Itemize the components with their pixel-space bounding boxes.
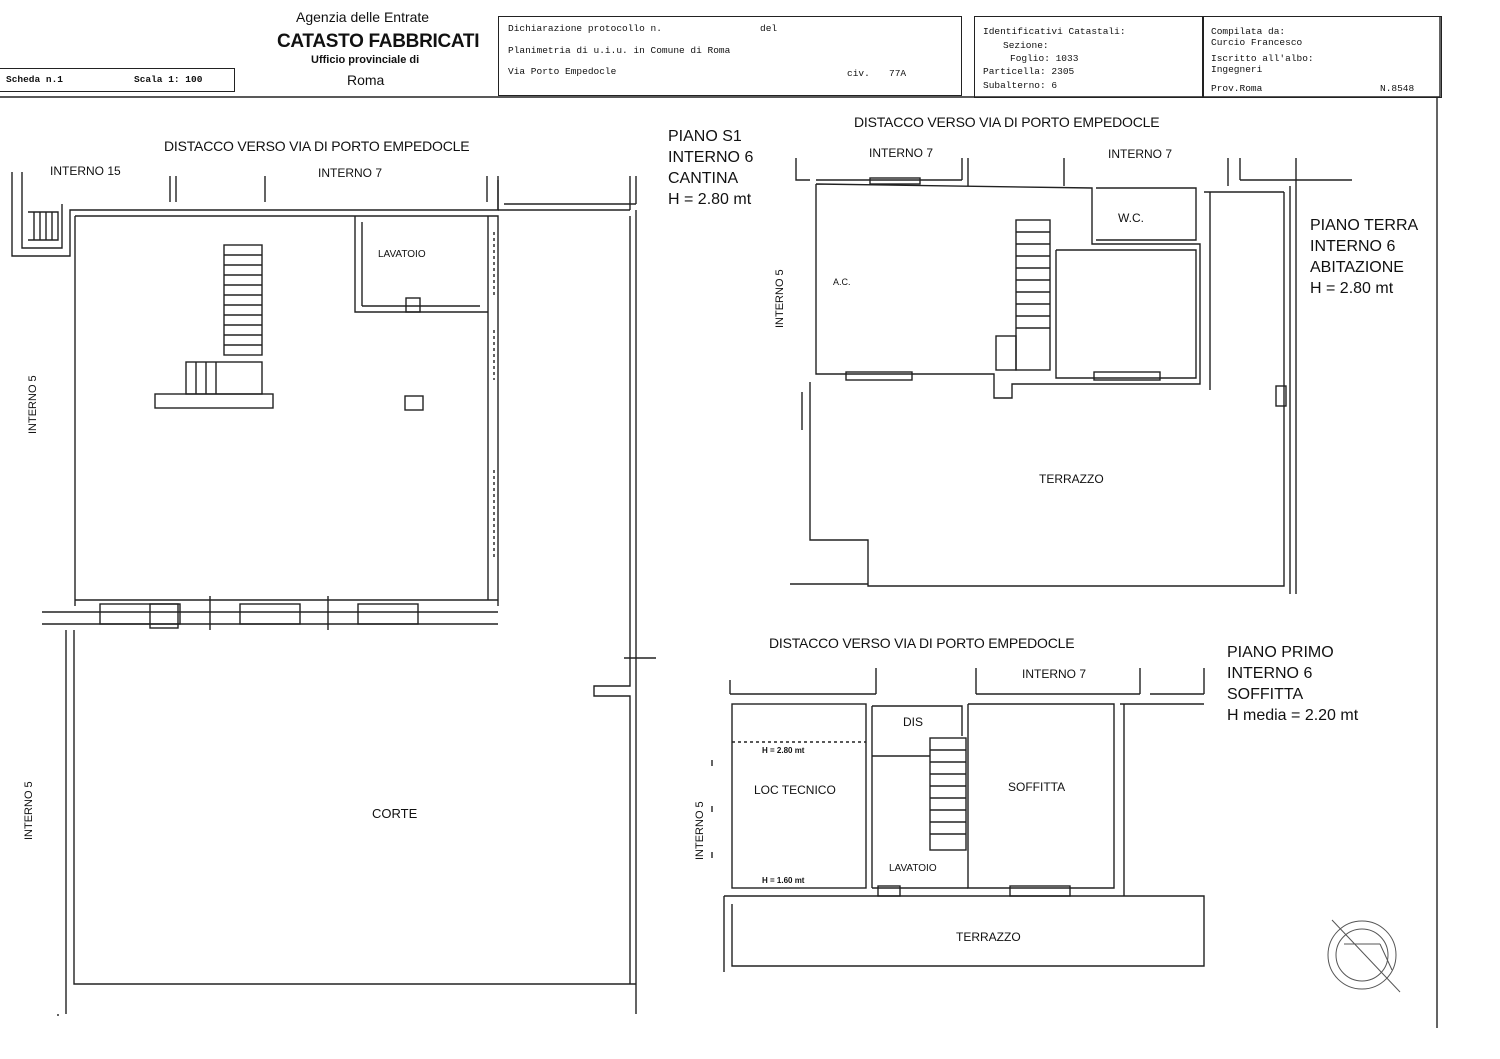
planimetria-label: Planimetria di u.i.u. in Comune di Roma [508,45,731,56]
north-arrow [1328,920,1400,992]
plan-s1-interno15: INTERNO 15 [50,164,121,178]
plan-primo-height: H media = 2.20 mt [1227,707,1359,724]
compilatore-name: Curcio Francesco [1211,37,1303,48]
plan-primo-interno: INTERNO 6 [1227,665,1313,682]
plan-terra-interno7-right: INTERNO 7 [1108,147,1173,161]
sezione: Sezione: [1003,40,1049,51]
del-label: del [760,23,778,34]
numero-albo: N.8548 [1380,83,1415,94]
provincia: Prov.Roma [1211,83,1263,94]
plan-s1-walls [12,172,656,1014]
compilata-label: Compilata da: [1211,26,1286,37]
ufficio-city: Roma [347,72,385,88]
plan-s1-floor: PIANO S1 [668,128,742,145]
plan-s1-use: CANTINA [668,170,739,187]
plan-primo-use: SOFFITTA [1227,686,1304,703]
agency-name: Agenzia delle Entrate [296,9,430,25]
plan-primo-terrazzo: TERRAZZO [956,930,1021,944]
plan-s1-interno7: INTERNO 7 [318,166,383,180]
plan-s1-heading: DISTACCO VERSO VIA DI PORTO EMPEDOCLE [164,138,470,154]
civ-label: civ. [847,68,870,79]
plan-terra-use: ABITAZIONE [1310,259,1404,276]
plan-primo-loc-tecnico: LOC TECNICO [754,783,836,797]
plan-terra-terrazzo: TERRAZZO [1039,472,1104,486]
foglio: Foglio: 1033 [1010,53,1079,64]
albo: Ingegneri [1211,64,1263,75]
plan-s1-info [668,126,753,210]
plan-primo-heading: DISTACCO VERSO VIA DI PORTO EMPEDOCLE [769,635,1075,651]
plan-s1-corte: CORTE [372,806,418,821]
address: Via Porto Empedocle [508,66,617,77]
plan-primo-interno5: INTERNO 5 [694,801,706,860]
iscritto-label: Iscritto all'albo: [1211,53,1314,64]
plan-s1-interno5-bottom: INTERNO 5 [23,781,35,840]
plan-terra-walls [790,158,1352,594]
plan-s1-interno: INTERNO 6 [668,149,754,166]
plan-primo-lavatoio: LAVATOIO [889,863,937,874]
plan-primo-interno7: INTERNO 7 [1022,667,1087,681]
plan-terra-interno: INTERNO 6 [1310,238,1396,255]
dichiarazione-label: Dichiarazione protocollo n. [508,23,662,34]
plan-s1-interno5-top: INTERNO 5 [27,375,39,434]
ufficio-label: Ufficio provinciale di [311,54,420,66]
plan-terra-info [1310,215,1418,299]
scheda-number: Scheda n.1 [6,74,64,85]
plan-primo-walls [712,668,1204,972]
plan-primo-h-top: H = 2.80 mt [762,746,805,755]
plan-primo-floor: PIANO PRIMO [1227,644,1334,661]
plan-terra-ac: A.C. [833,277,851,287]
identificativi-label: Identificativi Catastali: [983,26,1126,37]
subalterno: Subalterno: 6 [983,80,1058,91]
plan-terra-height: H = 2.80 mt [1310,280,1394,297]
plan-s1-lavatoio: LAVATOIO [378,249,426,260]
particella: Particella: 2305 [983,66,1075,77]
plan-primo-h-bottom: H = 1.60 mt [762,876,805,885]
plan-terra-heading: DISTACCO VERSO VIA DI PORTO EMPEDOCLE [854,114,1160,130]
plan-terra-floor: PIANO TERRA [1310,217,1419,234]
scala: Scala 1: 100 [134,74,203,85]
plan-primo-dis: DIS [903,715,924,729]
plan-primo-soffitta: SOFFITTA [1008,780,1066,794]
catasto-title: CATASTO FABBRICATI [277,31,480,52]
plan-terra-interno5: INTERNO 5 [774,269,786,328]
plan-primo-info [1227,642,1358,726]
civ-value: 77A [889,68,907,79]
plan-terra-wc: W.C. [1118,211,1144,225]
plan-s1-height: H = 2.80 mt [668,191,752,208]
plan-terra-interno7-left: INTERNO 7 [869,146,934,160]
